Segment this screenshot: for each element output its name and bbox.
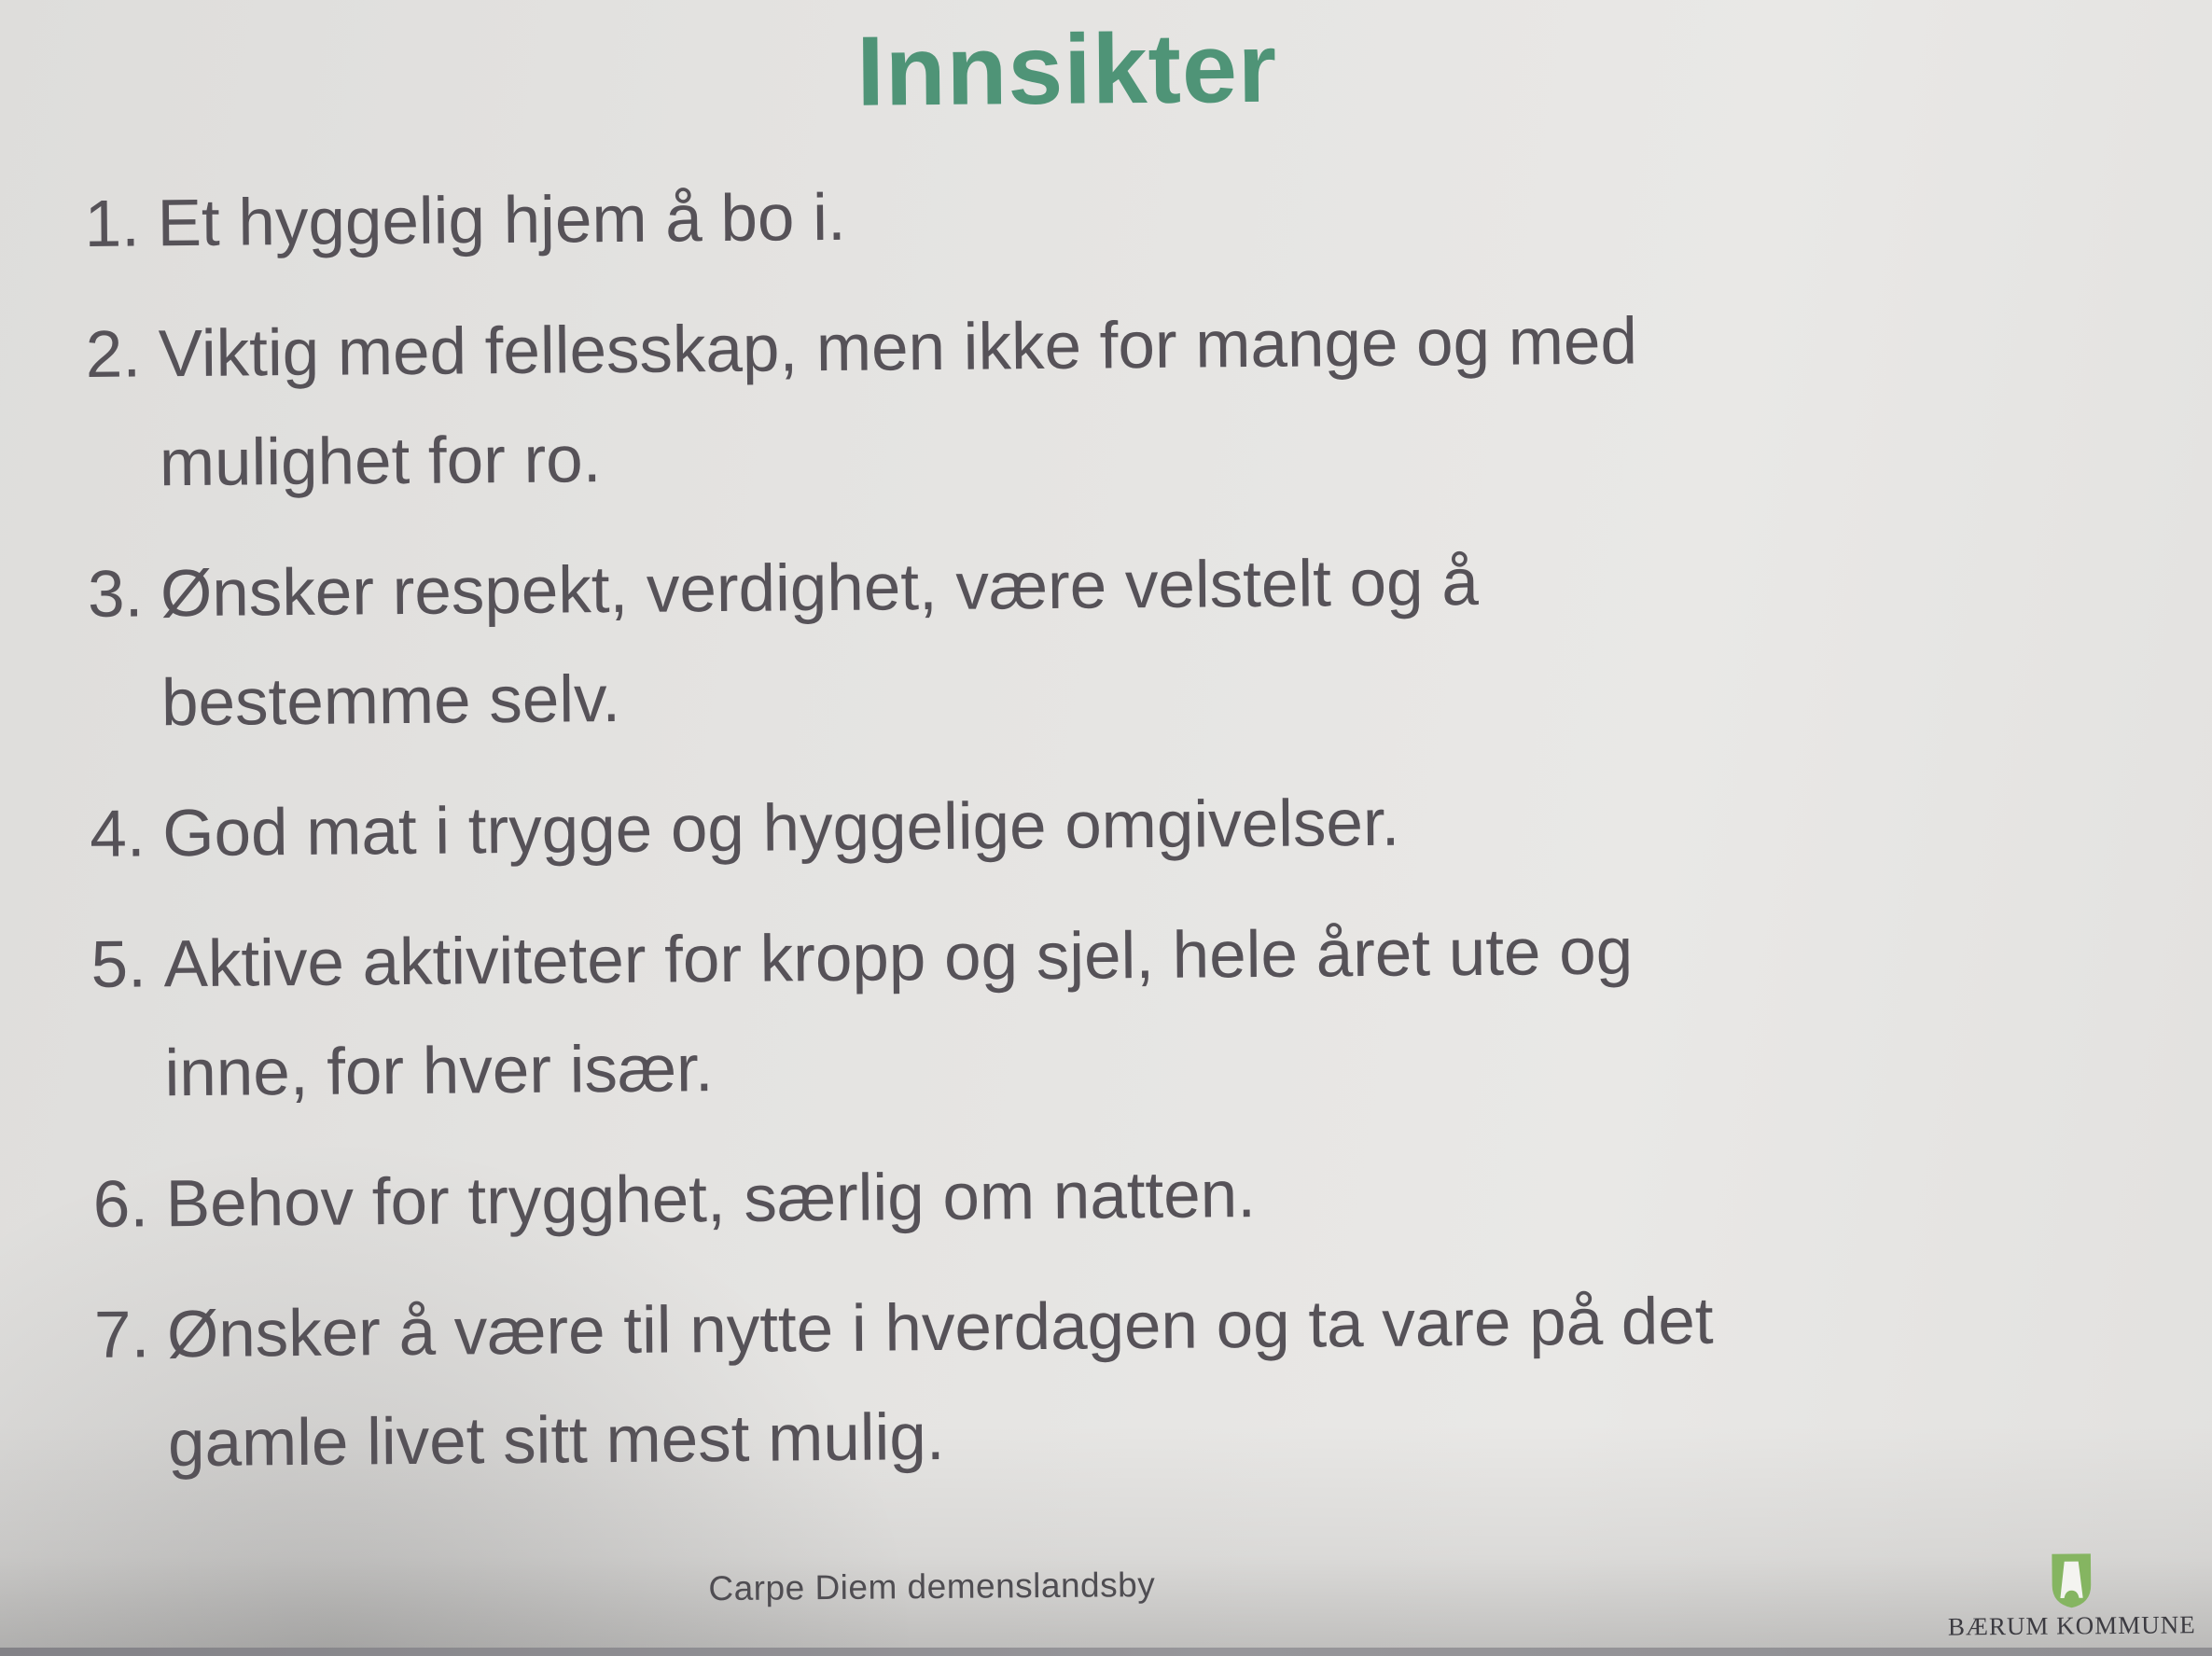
item-line: God mat i trygge og hyggelige omgivelser. — [161, 786, 1400, 871]
item-line: Ønsker respekt, verdighet, være velstelt og å — [160, 545, 1480, 632]
list-item — [92, 1133, 2164, 1259]
item-line: Viktig med fellesskap, men ikke for mange og med — [158, 304, 1638, 392]
item-number: 5. — [90, 927, 147, 1002]
item-line: mulighet for ro. — [159, 423, 602, 501]
page-title: Innsikter — [856, 12, 1278, 127]
item-line: Behov for trygghet, særlig om natten. — [165, 1158, 1257, 1242]
item-line: inne, for hver især. — [164, 1032, 714, 1111]
logo-text: BÆRUM KOMMUNE — [1947, 1610, 2196, 1641]
item-line: Aktive aktiviteter for kropp og sjel, hele året ute og — [163, 914, 1634, 1002]
list-item — [85, 283, 2158, 519]
item-number: 2. — [85, 317, 142, 392]
footer-caption: Carpe Diem demenslandsby — [708, 1565, 1156, 1608]
item-number: 6. — [92, 1167, 149, 1242]
item-line: Ønsker å være til nytte i hverdagen og ta vare på det — [166, 1284, 1714, 1372]
item-line: Et hyggelig hjem å bo i. — [157, 180, 846, 261]
list-item — [84, 152, 2156, 279]
list-item — [88, 522, 2161, 758]
list-item — [94, 1263, 2167, 1499]
baerum-crest-icon — [2046, 1552, 2097, 1608]
item-number: 7. — [93, 1298, 150, 1372]
list-item — [90, 893, 2163, 1129]
item-number: 3. — [87, 557, 144, 632]
list-item — [90, 762, 2162, 889]
item-line: bestemme selv. — [160, 661, 621, 741]
municipality-logo — [1944, 1552, 2199, 1641]
item-number: 4. — [89, 797, 146, 871]
insight-list — [84, 152, 2167, 1521]
item-number: 1. — [84, 187, 141, 261]
item-line: gamle livet sitt mest mulig. — [167, 1399, 945, 1482]
